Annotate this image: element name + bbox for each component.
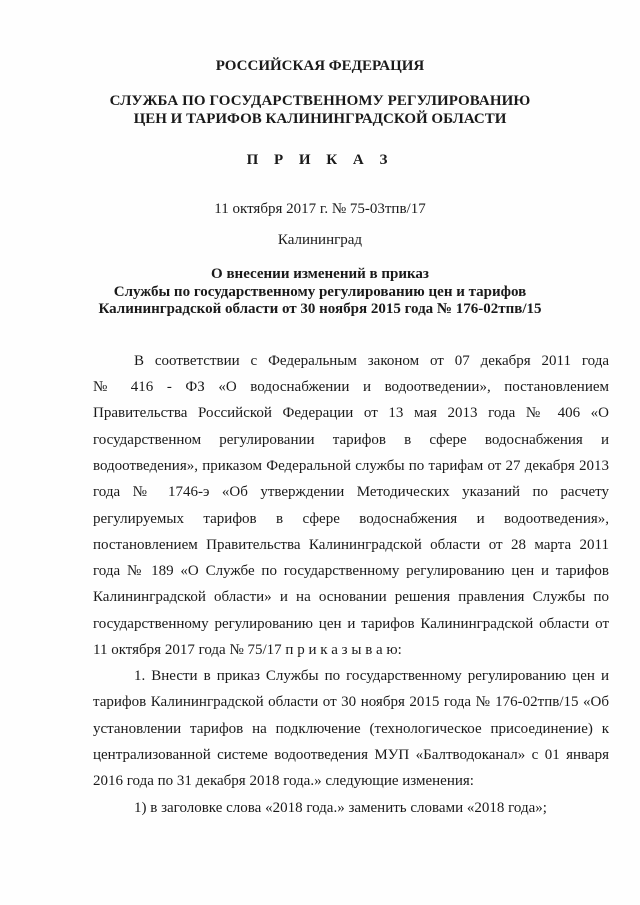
body-line: регулируемых тарифов в сфере водоснабжения и водоотведения», [93,511,609,527]
agency-heading-line2: ЦЕН И ТАРИФОВ КАЛИНИНГРАДСКОЙ ОБЛАСТИ [133,111,507,127]
body-line: государственному регулированию цен и тарифов Калининградской области от [93,616,609,632]
body-line: года № 189 «О Службе по государственному регулированию цен и тарифов [93,563,609,579]
document-type: П Р И К А З [246,152,394,168]
body-line: 1. Внести в приказ Службы по государственному регулированию цен и [134,668,609,684]
title-line3: Калининградской области от 30 ноября 2015 года № 176-02тпв/15 [98,301,542,317]
body-line: Калининградской области» и на основании решения правления Службы по [93,589,609,605]
body-line: централизованной системе водоотведения МУП «Балтводоканал» с 01 января [93,747,609,763]
body-line: установлении тарифов на подключение (технологическое присоединение) к [93,721,609,737]
date-number: 11 октября 2017 г. № 75-03тпв/17 [214,201,426,217]
body-line: тарифов Калининградской области от 30 ноября 2015 года № 176-02тпв/15 «Об [93,694,609,710]
title-line1: О внесении изменений в приказ [211,266,429,282]
body-line: В соответствии с Федеральным законом от 07 декабря 2011 года [134,353,609,369]
city: Калининград [277,232,363,248]
body-line: водоотведения», приказом Федеральной службы по тарифам от 27 декабря 2013 [93,458,609,474]
body-line: постановлением Правительства Калининградской области от 28 марта 2011 [93,537,609,553]
body-line: государственном регулировании тарифов в сфере водоснабжения и [93,432,609,448]
agency-heading-line1: СЛУЖБА ПО ГОСУДАРСТВЕННОМУ РЕГУЛИРОВАНИЮ [109,93,531,109]
body-line: 11 октября 2017 года № 75/17 п р и к а з ы в а ю: [93,642,402,658]
body-line: года № 1746-э «Об утверждении Методических указаний по расчету [93,484,609,500]
body-line: № 416 - ФЗ «О водоснабжении и водоотведении», постановлением [93,379,609,395]
body-line: 2016 года по 31 декабря 2018 года.» следующие изменения: [93,773,474,789]
body-line: Правительства Российской Федерации от 13 мая 2013 года № 406 «О [93,405,609,421]
title-line2: Службы по государственному регулированию цен и тарифов [113,284,527,300]
country-heading: РОССИЙСКАЯ ФЕДЕРАЦИЯ [215,58,425,74]
body-line: 1) в заголовке слова «2018 года.» заменить словами «2018 года»; [134,800,547,816]
